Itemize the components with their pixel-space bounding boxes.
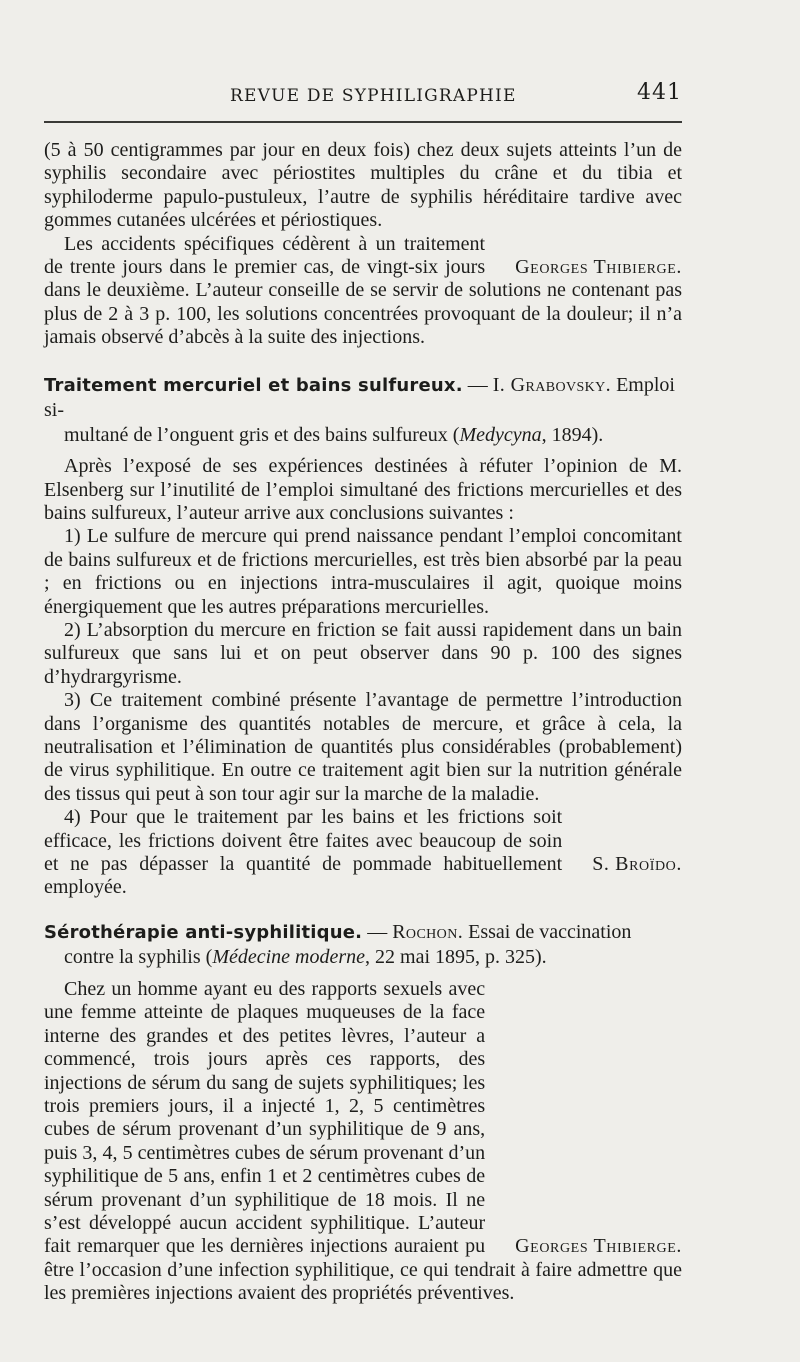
article3-journal: Médecine moderne <box>212 946 366 969</box>
running-title: REVUE DE SYPHILIGRAPHIE <box>230 86 517 106</box>
article3-heading-cont <box>44 945 682 970</box>
article3-title: Sérothérapie anti-syphilitique. <box>44 921 363 943</box>
article2-conclusion-1: 1) Le sulfure de mercure qui prend naissance pendant l’emploi concomitant de bains sulfureux et de frictions mercurielles, est très bien absorbé par la peau ; en frictions ou en injections intra-musculaires il agit, quoique moins énergiquement que les autres préparations mercurielles. <box>44 525 682 618</box>
article2-dash: — <box>462 373 493 396</box>
article1-paragraph-2 <box>44 233 682 350</box>
article2-journal: Medycyna <box>459 423 542 446</box>
header-rule <box>44 121 682 123</box>
article3-desc-line1: Essai de vaccination <box>463 920 632 943</box>
article2-heading <box>44 373 682 448</box>
article2-title: Traitement mercuriel et bains sulfureux. <box>44 374 463 396</box>
article3-desc-end: , 22 mai 1895, p. 325). <box>365 946 547 969</box>
article3-dash: — <box>362 920 393 943</box>
article1-signature: Georges Thibierge. <box>515 256 682 279</box>
article2-conclusion-4 <box>44 806 682 900</box>
article2-conclusion-3: 3) Ce traitement combiné présente l’avantage de permettre l’introduction dans l’organisme des quantités notables de mercure, et grâce à cela, la neutralisation et l’élimination de quantités plus considérables (probablement) de virus syphilitique. En outre ce traitement agit bien sur la nutrition générale des tissus qui peut à son tour agir sur la marche de la maladie. <box>44 689 682 805</box>
article2-heading-cont <box>44 423 682 448</box>
article1-paragraph-1: (5 à 50 centigrammes par jour en deux fois) chez deux sujets atteints l’un de syphilis secondaire avec périostites multiples du crâne et du tibia et syphiloderme papulo-pustuleux, l’autre de syphilis héréditaire tardive avec gommes cutanées ulcérées et périostiques. <box>44 139 682 232</box>
article3-body-text: Chez un homme ayant eu des rapports sexuels avec une femme atteinte de plaques muqueuses de la face interne des grandes et des petites lèvres, l’auteur a commencé, trois jours après ces rapports, des injections de sérum du sang de sujets syphilitiques; les trois premiers jours, il a injecté 1, 2, 5 centimètres cubes de sérum provenant d’un syphilitique de 9 ans, puis 3, 4, 5 centimètres cubes de sérum provenant d’un syphilitique de 5 ans, enfin 1 et 2 centimètres cubes de sérum provenant d’un syphilitique de 18 mois. Il ne s’est développé aucun accident syphilitique. L’auteur fait remarquer que les dernières injections auraient pu être l’occasion d’une infection syphilitique, ce qui tendrait à faire admettre que les premières injections avaient des propriétés préventives. <box>44 977 682 1305</box>
page-number: 441 <box>637 80 682 105</box>
article3-heading <box>44 920 682 970</box>
article2-author: I. Grabovsky. <box>492 373 612 396</box>
page-header <box>44 78 682 112</box>
article2-intro: Après l’exposé de ses expériences destinées à réfuter l’opinion de M. Elsenberg sur l’inutilité de l’emploi simultané des frictions mercurielles et des bains sulfureux, l’auteur arrive aux conclusions suivantes : <box>44 455 682 524</box>
article3-signature: Georges Thibierge. <box>515 1235 682 1258</box>
article2-desc-end: , 1894). <box>541 423 604 446</box>
article3-body <box>44 978 682 1306</box>
article3-desc-line2: contre la syphilis ( <box>64 946 213 969</box>
page-body <box>44 139 682 1306</box>
article3-author: Rochon. <box>392 920 464 943</box>
article2-desc-line1: Emploi si- <box>44 373 675 422</box>
article1-paragraph-2-text: Les accidents spécifiques cédèrent à un traitement de trente jours dans le premier cas, de vingt-six jours dans le deuxième. L’auteur conseille de se servir de solutions ne contenant pas plus de 2 à 3 p. 100, les solutions concentrées provoquant de la douleur; il n’a jamais observé d’abcès à la suite des injections. <box>44 232 682 349</box>
article2-conclusion-2: 2) L’absorption du mercure en friction se fait aussi rapidement dans un bain sulfureux que sans lui et on peut observer dans 90 p. 100 des signes d’hydrargyrisme. <box>44 619 682 688</box>
article2-signature: S. Broïdo. <box>592 853 682 876</box>
article2-desc-line2: multané de l’onguent gris et des bains sulfureux ( <box>64 423 460 446</box>
article2-conclusion-4-text: 4) Pour que le traitement par les bains et les frictions soit efficace, les frictions doivent être faites avec beaucoup de soin et ne pas dépasser la quantité de pommade habituellement employée. <box>44 806 563 899</box>
